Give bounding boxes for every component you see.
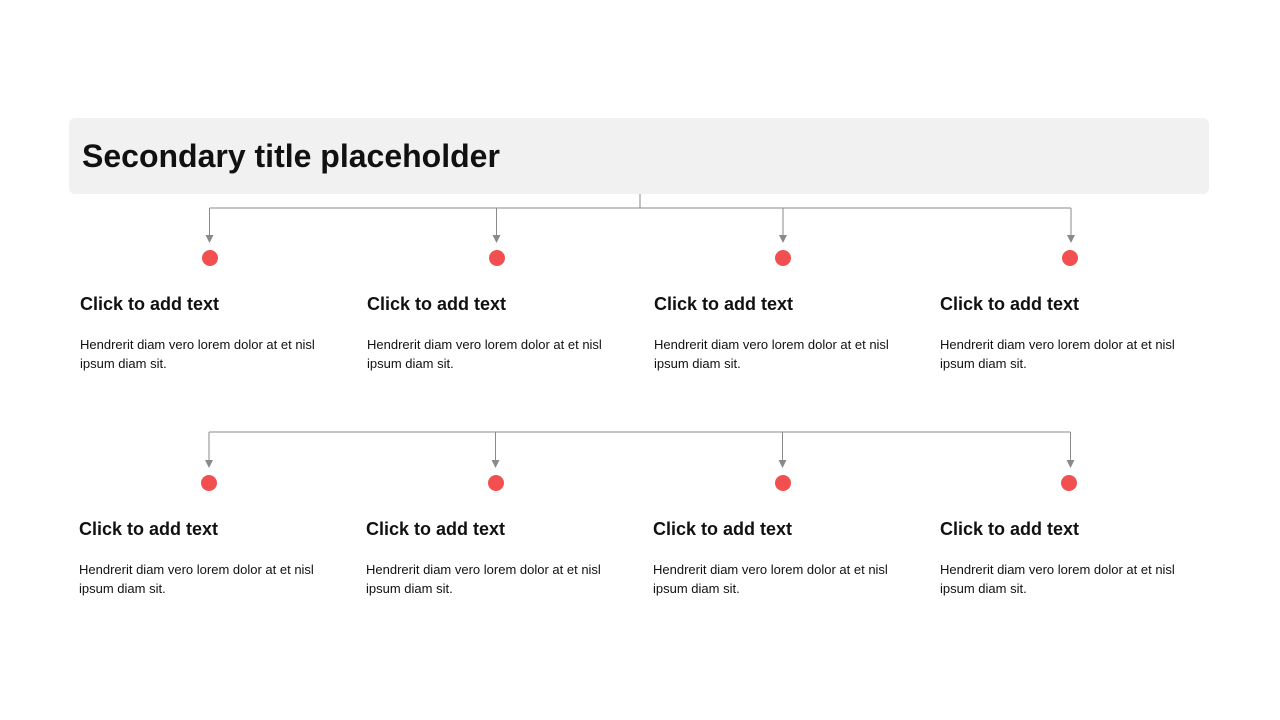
node-dot bbox=[1061, 475, 1077, 491]
text-block bbox=[367, 293, 637, 373]
node-dot bbox=[1062, 250, 1078, 266]
card-description[interactable]: Hendrerit diam vero lorem dolor at et nisl ipsum diam sit. bbox=[366, 562, 601, 596]
text-block bbox=[653, 518, 923, 598]
card-heading[interactable]: Click to add text bbox=[654, 294, 794, 314]
card-description[interactable]: Hendrerit diam vero lorem dolor at et nisl ipsum diam sit. bbox=[79, 562, 314, 596]
card-description[interactable]: Hendrerit diam vero lorem dolor at et nisl ipsum diam sit. bbox=[367, 337, 602, 371]
card-heading[interactable]: Click to add text bbox=[940, 519, 1080, 539]
text-block bbox=[366, 518, 636, 598]
card-description[interactable]: Hendrerit diam vero lorem dolor at et nisl ipsum diam sit. bbox=[80, 337, 315, 371]
card-heading[interactable]: Click to add text bbox=[80, 294, 220, 314]
node-dot bbox=[488, 475, 504, 491]
text-block bbox=[79, 518, 349, 598]
card-description[interactable]: Hendrerit diam vero lorem dolor at et nisl ipsum diam sit. bbox=[654, 337, 889, 371]
text-block bbox=[940, 293, 1210, 373]
card-heading[interactable]: Click to add text bbox=[79, 519, 219, 539]
card-heading[interactable]: Click to add text bbox=[940, 294, 1080, 314]
card-description[interactable]: Hendrerit diam vero lorem dolor at et nisl ipsum diam sit. bbox=[653, 562, 888, 596]
card-description[interactable]: Hendrerit diam vero lorem dolor at et nisl ipsum diam sit. bbox=[940, 562, 1175, 596]
text-block bbox=[940, 518, 1210, 598]
card-description[interactable]: Hendrerit diam vero lorem dolor at et nisl ipsum diam sit. bbox=[940, 337, 1175, 371]
page-title[interactable]: Secondary title placeholder bbox=[82, 138, 500, 174]
node-dot bbox=[489, 250, 505, 266]
node-dot bbox=[775, 250, 791, 266]
node-dot bbox=[201, 475, 217, 491]
node-dot bbox=[202, 250, 218, 266]
card-heading[interactable]: Click to add text bbox=[653, 519, 793, 539]
card-heading[interactable]: Click to add text bbox=[366, 519, 506, 539]
node-dot bbox=[775, 475, 791, 491]
text-block bbox=[80, 293, 350, 373]
card-heading[interactable]: Click to add text bbox=[367, 294, 507, 314]
text-block bbox=[654, 293, 924, 373]
